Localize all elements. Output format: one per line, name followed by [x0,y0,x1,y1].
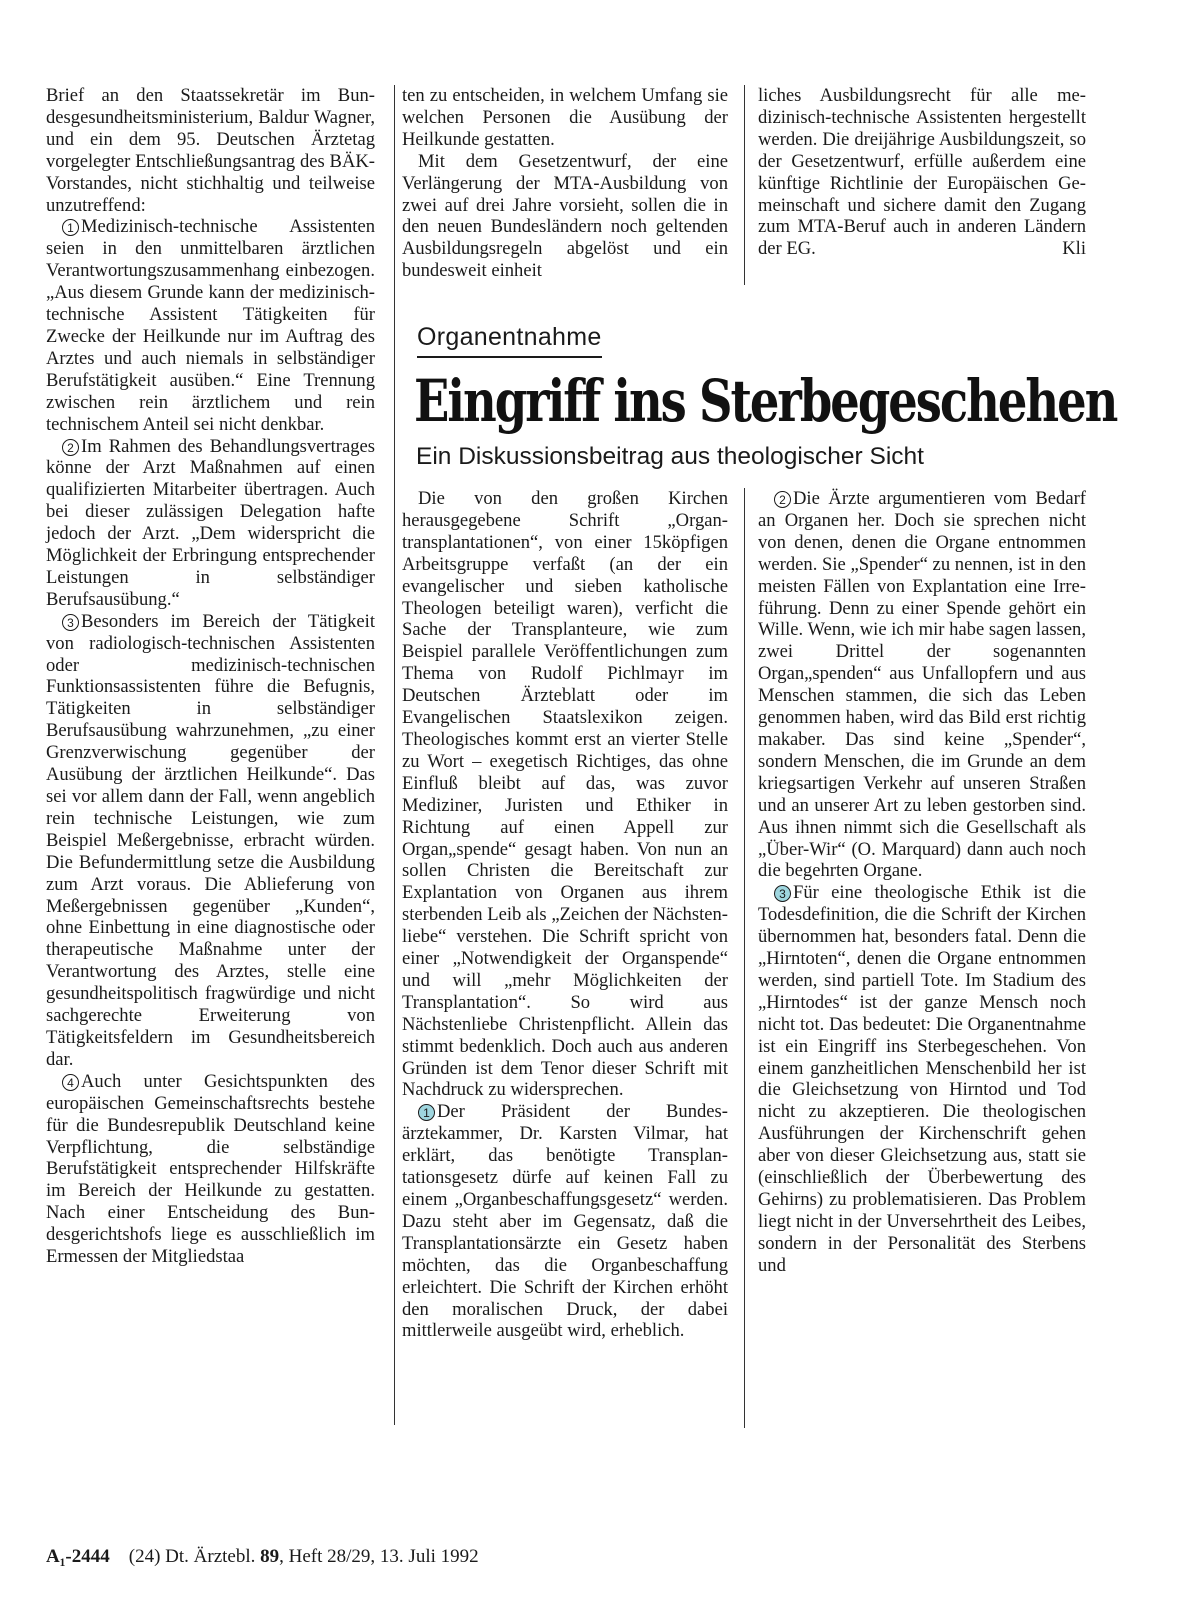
article-subheadline: Ein Diskussionsbeitrag aus theologischer Sicht [416,443,924,470]
column-rule [744,85,745,285]
numbered-paragraph [46,216,375,435]
paragraph [758,85,1086,260]
paragraph [402,488,728,1101]
numbered-paragraph [758,882,1086,1276]
journal-issue: , Heft 28/29, 13. Juli 1992 [279,1546,479,1567]
numbered-paragraph [46,1071,375,1268]
circled-number: 2 [774,491,791,508]
paragraph-text: Auch unter Gesichtspunkten des europäischen Gemeinschaftsrechts bestehe für die Bundesrepublik Deutschland keine Verpflichtung, die selbständige Berufstätigkeit entsprechender Hilfskräfte im Bereich der Heilkunde zu gestatten. Nach einer Entscheidung des Bundesgerichtshofs liege es ausschließlich im Ermessen der Mitgliedstaa [46,1070,375,1268]
author-initials: Kli [1062,238,1086,260]
circled-number: 1 [418,1104,435,1121]
numbered-paragraph [46,611,375,1071]
journal-name: Dt. Ärztebl. [165,1546,256,1567]
prev-article-col1 [46,85,375,1268]
paragraph-text: ten zu entscheiden, in welchem Umfang sie welchen Personen die Ausübung der Heilkunde gestatten. [402,85,728,150]
circled-number: 3 [774,885,791,902]
article-col2 [758,488,1086,1277]
paragraph-text: Die Ärzte argumentieren vom Bedarf an Organen her. Doch sie sprechen nicht von denen, denen die Organe entnommen werden. Sie „Spender“ zu nennen, ist in den meisten Fällen von Explantation eine Irreführung. Denn zu einer Spende gehört ein Wille. Wenn, wie ich mir habe sagen lassen, zwei Drittel der sogenannten Organ„spenden“ aus Unfallopfern und aus Menschen stammen, die sich das Leben genommen haben, wird das Bild erst richtig makaber. Das sind keine „Spender“, sondern Menschen, die im Grunde an dem kriegsartigen Verkehr auf unseren Straßen und an unserer Art zu leben gestorben sind. Aus ihnen nimmt sich die Gesellschaft als „Über-Wir“ (O. Marquard) dann auch noch die begehrten Organe. [758,488,1086,882]
circled-number: 1 [62,219,79,236]
paragraph-text: Die von den großen Kirchen herausgegebene Schrift „Organtransplantationen“, von einer 15köpfigen Arbeitsgruppe verfaßt (an der ein evangelischer und sieben katholische Theologen beteiligt waren), verficht die Sache der Transplanteure, wie zum Beispiel parallele Veröffentlichungen zum Thema von Rudolf Pichlmayr im Deutschen Ärzteblatt oder im Evangelischen Staatslexikon zeigen. Theologisches kommt erst an vierter Stelle zu Wort – exegetisch Richtiges, das ohne Einfluß bleibt auf das, was zuvor Mediziner, Juristen und Ethiker in Richtung auf einen Appell zur Organ„spende“ gesagt haben. Von nun an sollen Christen die Bereitschaft zur Explantation von Organen aus ihrem sterbenden Leib als „Zeichen der Nächstenliebe“ verstehen. Die Schrift spricht von einer „Notwendigkeit der Organspende“ und will „mehr Möglichkeiten der Transplantation“. So wird aus Nächstenliebe Christenpflicht. Allein das stimmt bedenklich. Doch auch aus anderen Gründen ist dem Tenor dieser Schrift mit Nachdruck zu widersprechen. [402,488,728,1101]
article-kicker: Organentnahme [417,323,602,358]
paragraph [402,151,728,282]
paragraph-text: Besonders im Bereich der Tätigkeit von radiologisch-technischen Assistenten oder medizinisch-technischen Funktionsassistenten führe die Befugnis, Tätigkeiten in selbständiger Berufsausübung wahrzunehmen, „zu einer Grenzverwischung gegenüber der Ausübung der ärztlichen Heilkunde“. Das sei vor allem dann der Fall, wenn angeblich rein technische Leistungen, wie zum Beispiel Meßergebnisse, erbracht würden. Die Befundermittlung setze die Ausbildung zum Arzt voraus. Die Ablieferung von Meßergebnissen gegenüber „Kunden“, ohne Einbettung in eine diagnostische oder therapeutische Maßnahme unter der Verantwortung des Arztes, stelle eine gesundheitspolitisch fragwürdige und nicht sachgerechte Erweiterung von Tätigkeitsfeldern im Gesundheitsbereich dar. [46,610,375,1070]
page-code: A₁-2444 [46,1546,110,1567]
numbered-paragraph [46,436,375,611]
column-rule [744,488,745,1428]
paragraph [402,85,728,151]
numbered-paragraph [758,488,1086,882]
article-col1 [402,488,728,1342]
paragraph-text: Mit dem Gesetzentwurf, der eine Verlängerung der MTA-Ausbildung von zwei auf drei Jahre vorsieht, sollen die in den neuen Bundesländern noch geltenden Ausbildungsregeln abgelöst und ein bundesweit einheit [402,150,728,282]
page-number: (24) [128,1546,161,1567]
paragraph-text: liches Ausbildungsrecht für alle medizinisch-technische Assistenten hergestellt werden. Die dreijährige Ausbildungszeit, so der Gesetzentwurf, erfülle außerdem eine künftige Richtlinie der Europäischen Gemeinschaft und sichere damit den Zugang zum MTA-Beruf auch in anderen Ländern der EG. [758,85,1086,260]
paragraph [46,85,375,216]
paragraph-text: Im Rahmen des Behandlungsvertrages könne der Arzt Maßnahmen auf einen qualifizierten Mitarbeiter übertragen. Auch bei dieser zulässigen Delegation hafte jedoch der Arzt. „Dem widerspricht die Möglichkeit der Erbringung entsprechender Leistungen in selbständiger Berufsausübung.“ [46,435,375,610]
paragraph-text: Für eine theologische Ethik ist die Todesdefinition, die die Schrift der Kirchen übernommen hat, besonders fatal. Denn die „Hirntoten“, denen die Organe entnommen werden, sind partiell Tote. Im Stadium des „Hirntodes“ ist der ganze Mensch noch nicht tot. Das bedeutet: Die Organentnahme ist ein Eingriff ins Sterbegeschehen. Von einem ganzheitlichen Menschenbild her ist die Gleichsetzung von Hirntod und Tod nicht zu akzeptieren. Die theologischen Ausführungen der Kirchenschrift gehen aber von dieser Gleichsetzung aus, statt sie (einschließlich der Überbewertung des Gehirns) zu problematisieren. Das Problem liegt nicht in der Unversehrtheit des Leibes, sondern in der Personalität des Sterbens und [758,882,1086,1276]
circled-number: 2 [62,439,79,456]
numbered-paragraph [402,1101,728,1342]
article-headline: Eingriff ins Sterbegeschehen [414,367,1117,435]
circled-number: 3 [62,614,79,631]
paragraph-text: Brief an den Staatssekretär im Bundesgesundheitsministerium, Baldur Wagner, und ein dem 95. Deutschen Ärztetag vorgelegter Entschließungsantrag des BÄK-Vorstandes, nicht stichhaltig und teilweise unzutreffend: [46,85,375,216]
journal-volume: 89 [260,1546,280,1567]
prev-article-col3 [758,85,1086,260]
prev-article-col2 [402,85,728,282]
page-footer [46,1546,479,1568]
column-rule [394,85,395,1425]
paragraph-text: Der Präsident der Bundesärztekammer, Dr. Karsten Vilmar, hat erklärt, das benötigte Transplantationsgesetz dürfe auf keinen Fall zu einem „Organbeschaffungsgesetz“ werden. Dazu steht aber im Gegensatz, daß die Transplantationsärzte ein Gesetz haben möchten, das die Organbeschaffung erleichtert. Die Schrift der Kirchen erhöht den moralischen Druck, der dabei mittlerweile ausgeübt wird, erheblich. [402,1101,728,1342]
paragraph-text: Medizinisch-technische Assistenten seien in den unmittelbaren ärztlichen Verantwortungszusammenhang einbezogen. „Aus diesem Grunde kann der medizinisch-technische Assistent Tätigkeiten für Zwecke der Heilkunde nur im Auftrag des Arztes und auch niemals in selbständiger Berufstätigkeit ausüben.“ Eine Trennung zwischen rein ärztlichem und rein technischem Anteil sei nicht denkbar. [46,216,375,435]
circled-number: 4 [62,1074,79,1091]
